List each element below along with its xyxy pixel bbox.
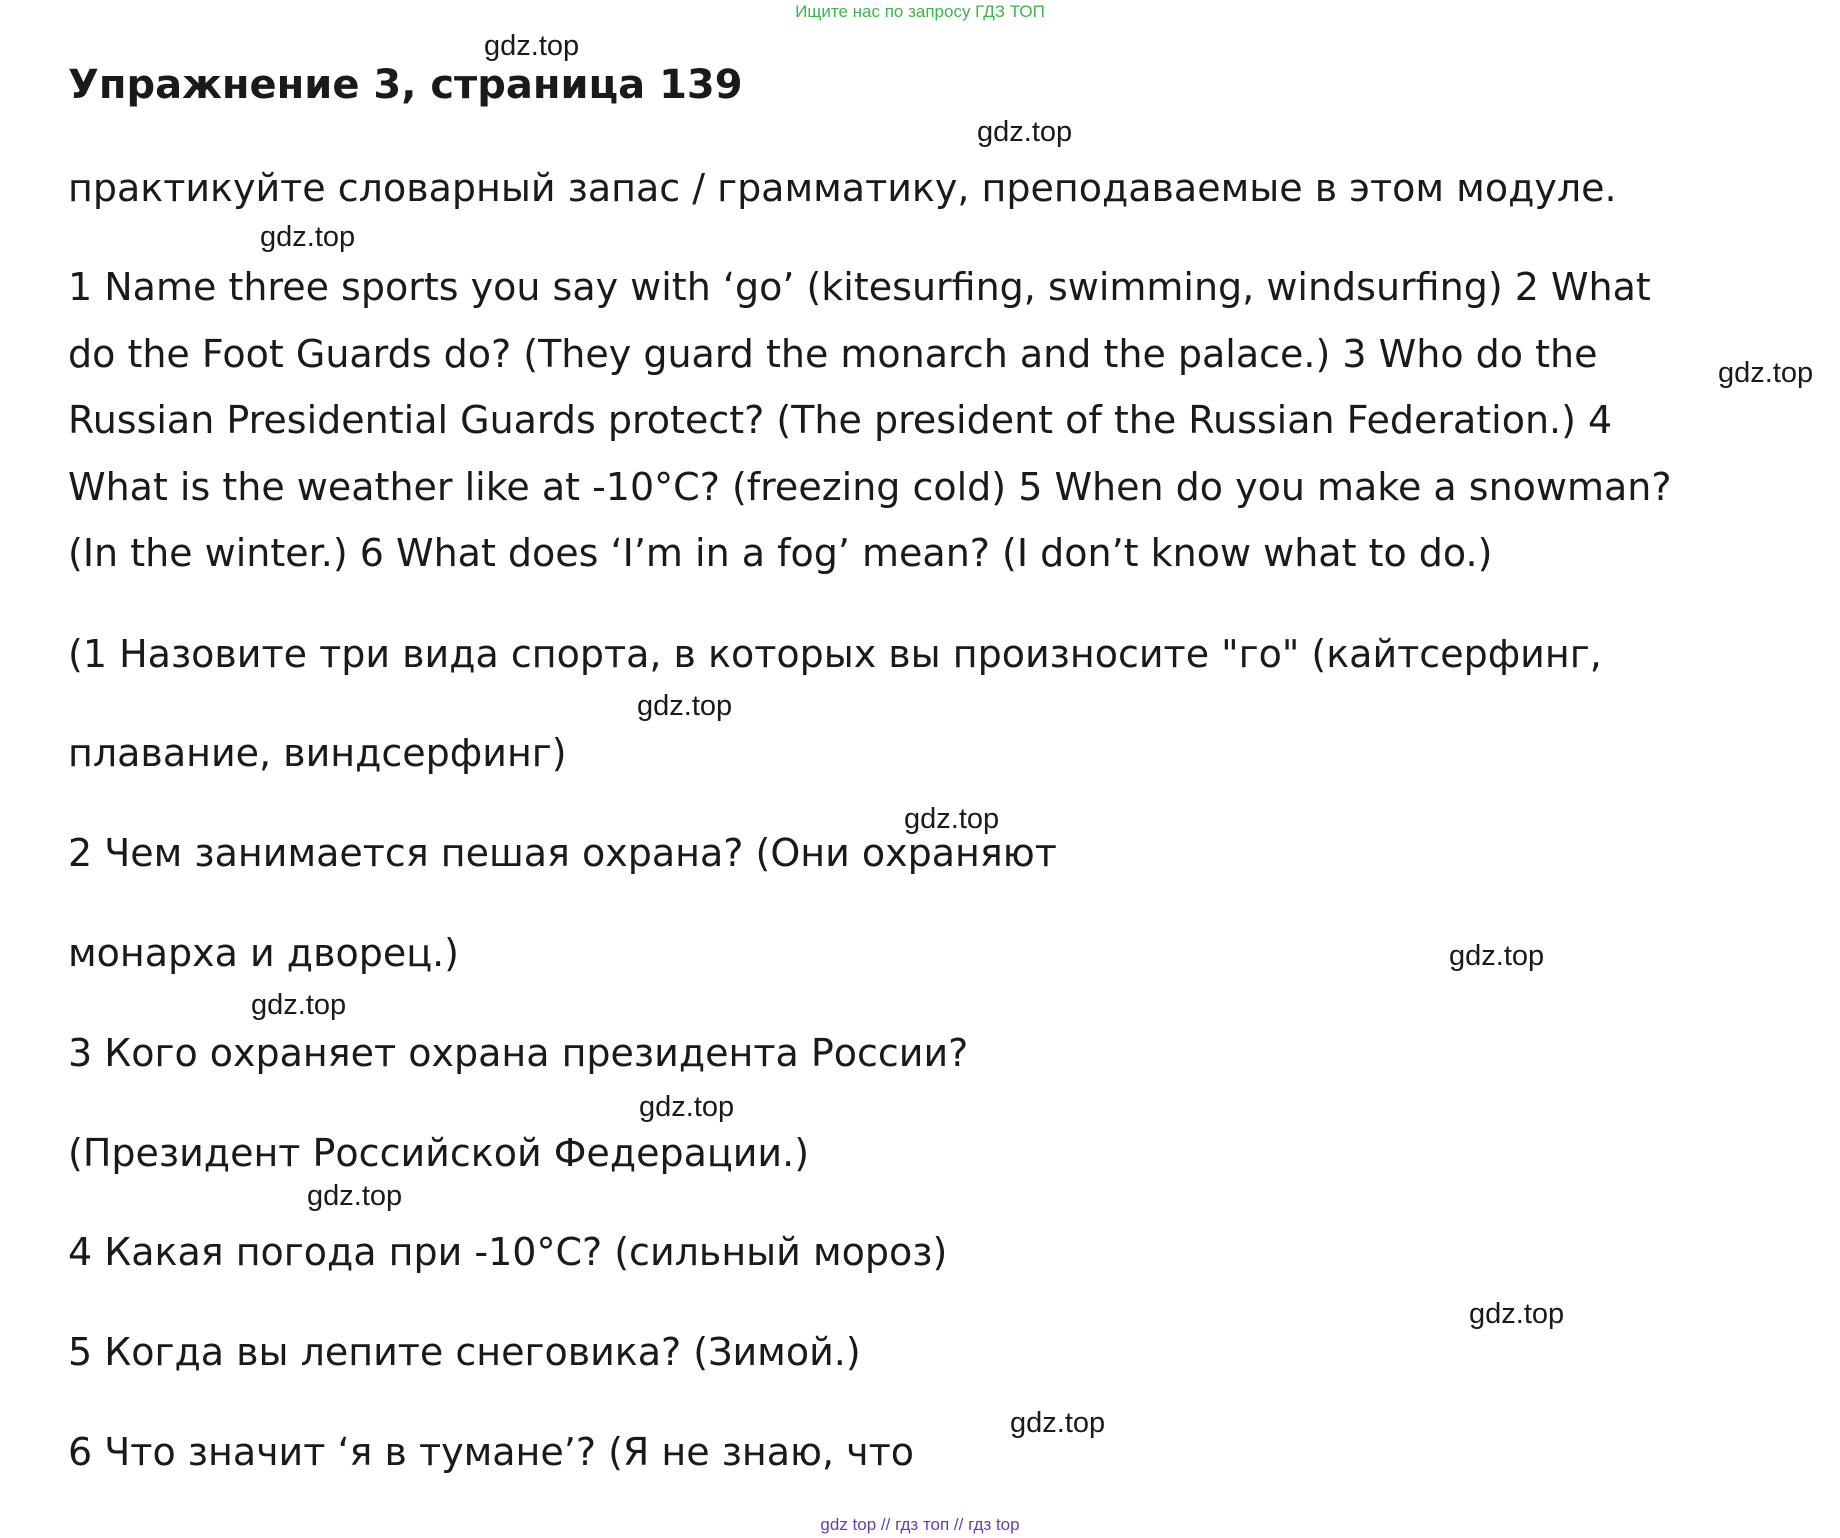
intro-text: практикуйте словарный запас / грамматику, преподаваемые в этом модуле.: [68, 166, 1617, 210]
page-title: Упражнение 3, страница 139: [68, 62, 743, 108]
watermark: gdz.top: [1718, 357, 1814, 389]
watermark: gdz.top: [904, 803, 1000, 835]
watermark: gdz.top: [637, 690, 733, 722]
russian-line: 2 Чем занимается пешая охрана? (Они охраняют: [68, 831, 1057, 875]
top-banner: Ищите нас по запросу ГДЗ ТОП: [795, 2, 1045, 21]
russian-line: 5 Когда вы лепите снеговика? (Зимой.): [68, 1330, 861, 1374]
watermark: gdz.top: [1469, 1298, 1565, 1330]
watermark: gdz.top: [977, 116, 1073, 148]
english-line: Russian Presidential Guards protect? (The president of the Russian Federation.) 4: [68, 398, 1613, 442]
footer-watermark: gdz top // гдз топ // гдз top: [820, 1515, 1020, 1534]
russian-line: 3 Кого охраняет охрана президента России?: [68, 1031, 969, 1075]
watermark: gdz.top: [639, 1091, 735, 1123]
english-line: 1 Name three sports you say with ‘go’ (kitesurfing, swimming, windsurfing) 2 What: [68, 265, 1651, 309]
russian-line: (1 Назовите три вида спорта, в которых вы произносите "го" (кайтсерфинг,: [68, 632, 1602, 676]
english-line: What is the weather like at -10°C? (freezing cold) 5 When do you make a snowman?: [68, 465, 1672, 509]
watermark: gdz.top: [484, 30, 580, 62]
english-line: (In the winter.) 6 What does ‘I’m in a fog’ mean? (I don’t know what to do.): [68, 531, 1493, 575]
russian-line: 6 Что значит ‘я в тумане’? (Я не знаю, что: [68, 1430, 915, 1474]
watermark: gdz.top: [1449, 940, 1545, 972]
watermark: gdz.top: [1010, 1407, 1106, 1439]
russian-line: 4 Какая погода при -10°C? (сильный мороз): [68, 1230, 948, 1274]
russian-line: (Президент Российской Федерации.): [68, 1131, 810, 1175]
english-line: do the Foot Guards do? (They guard the monarch and the palace.) 3 Who do the: [68, 332, 1598, 376]
russian-line: плавание, виндсерфинг): [68, 731, 567, 775]
watermark: gdz.top: [251, 989, 347, 1021]
russian-line: монарха и дворец.): [68, 931, 459, 975]
watermark: gdz.top: [307, 1180, 403, 1212]
watermark: gdz.top: [260, 221, 356, 253]
